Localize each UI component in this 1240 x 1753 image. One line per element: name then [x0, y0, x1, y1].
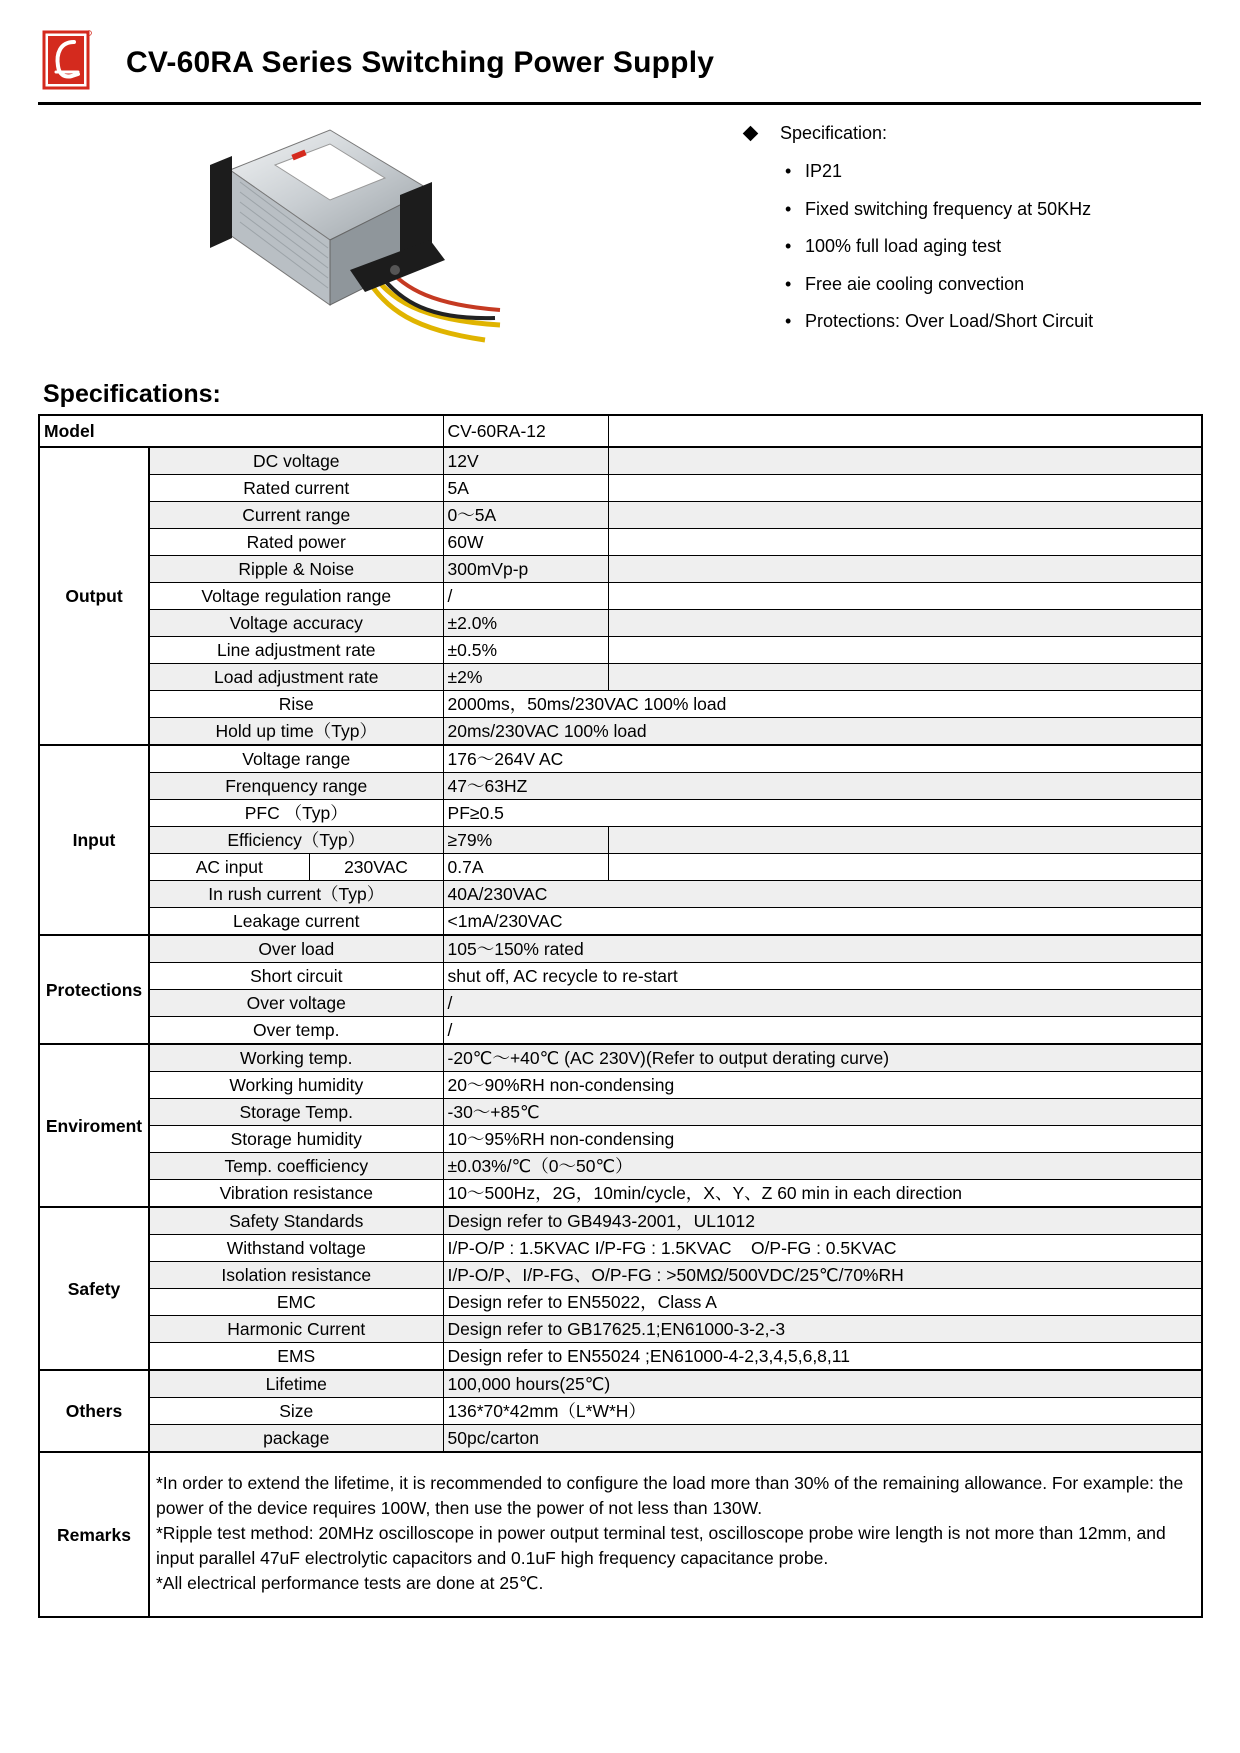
table-row — [39, 1370, 1202, 1398]
group-remarks: Remarks — [39, 1452, 149, 1617]
table-row — [39, 1044, 1202, 1072]
table-row — [39, 935, 1202, 963]
table-row — [39, 908, 1202, 936]
empty-cell — [608, 415, 1202, 447]
row-label: Size — [149, 1398, 443, 1425]
feature-item: • IP21 — [785, 158, 1093, 196]
row-value: PF≥0.5 — [443, 800, 1202, 827]
empty-cell — [608, 447, 1202, 475]
row-value: 20～90%RH non-condensing — [443, 1072, 1202, 1099]
table-row — [39, 800, 1202, 827]
row-value: ±0.03%/℃（0～50℃） — [443, 1153, 1202, 1180]
row-value: / — [443, 583, 608, 610]
brand-logo — [42, 30, 92, 94]
row-label: DC voltage — [149, 447, 443, 475]
row-label: In rush current（Typ） — [149, 881, 443, 908]
table-row — [39, 718, 1202, 746]
row-value: 40A/230VAC — [443, 881, 1202, 908]
remarks-text — [149, 1452, 1202, 1617]
row-value: Design refer to GB4943-2001，UL1012 — [443, 1207, 1202, 1235]
feature-heading — [745, 120, 1093, 146]
row-label: Voltage accuracy — [149, 610, 443, 637]
table-row — [39, 1207, 1202, 1235]
table-row — [39, 1398, 1202, 1425]
empty-cell — [608, 475, 1202, 502]
feature-item: • Fixed switching frequency at 50KHz — [785, 196, 1093, 234]
row-value: / — [443, 1017, 1202, 1045]
row-label: EMC — [149, 1289, 443, 1316]
row-label: Hold up time（Typ） — [149, 718, 443, 746]
row-label: AC input — [149, 854, 309, 881]
row-label: EMS — [149, 1343, 443, 1371]
row-value: -20℃～+40℃ (AC 230V)(Refer to output derating curve) — [443, 1044, 1202, 1072]
row-value: 10～500Hz，2G，10min/cycle，X、Y、Z 60 min in each direction — [443, 1180, 1202, 1208]
feature-item: • 100% full load aging test — [785, 233, 1093, 271]
row-sublabel: 230VAC — [309, 854, 443, 881]
row-label: Storage Temp. — [149, 1099, 443, 1126]
table-row — [39, 1343, 1202, 1371]
table-row — [39, 502, 1202, 529]
table-row — [39, 447, 1202, 475]
title-divider — [38, 102, 1201, 105]
table-row — [39, 1072, 1202, 1099]
group-protections: Protections — [39, 935, 149, 1044]
row-value: 20ms/230VAC 100% load — [443, 718, 1202, 746]
row-label: Ripple & Noise — [149, 556, 443, 583]
row-value: 0～5A — [443, 502, 608, 529]
table-row — [39, 691, 1202, 718]
empty-cell — [608, 854, 1202, 881]
empty-cell — [608, 529, 1202, 556]
row-value: / — [443, 990, 1202, 1017]
row-value: 100,000 hours(25℃) — [443, 1370, 1202, 1398]
specifications-heading: Specifications: — [43, 380, 221, 408]
group-input: Input — [39, 745, 149, 935]
specifications-table — [38, 414, 1203, 1618]
row-value: I/P-O/P : 1.5KVAC I/P-FG : 1.5KVAC O/P-FG : 0.5KVAC — [443, 1235, 1202, 1262]
row-value: ±2% — [443, 664, 608, 691]
row-label: Working humidity — [149, 1072, 443, 1099]
row-value: 136*70*42mm（L*W*H） — [443, 1398, 1202, 1425]
table-row — [39, 1099, 1202, 1126]
row-value: 10～95%RH non-condensing — [443, 1126, 1202, 1153]
row-label: Working temp. — [149, 1044, 443, 1072]
empty-cell — [608, 556, 1202, 583]
table-row — [39, 1017, 1202, 1045]
table-row — [39, 1316, 1202, 1343]
row-label: Leakage current — [149, 908, 443, 936]
empty-cell — [608, 610, 1202, 637]
row-label: Over voltage — [149, 990, 443, 1017]
row-value: 47～63HZ — [443, 773, 1202, 800]
empty-cell — [608, 664, 1202, 691]
row-value: -30～+85℃ — [443, 1099, 1202, 1126]
product-image — [200, 120, 520, 360]
row-value: ≥79% — [443, 827, 608, 854]
row-value: 0.7A — [443, 854, 608, 881]
table-row — [39, 1126, 1202, 1153]
row-label: Frenquency range — [149, 773, 443, 800]
table-row — [39, 1289, 1202, 1316]
empty-cell — [608, 583, 1202, 610]
row-value: Design refer to EN55022，Class A — [443, 1289, 1202, 1316]
model-label: Model — [39, 415, 443, 447]
table-row — [39, 583, 1202, 610]
row-label: Storage humidity — [149, 1126, 443, 1153]
model-row — [39, 415, 1202, 447]
row-label: Line adjustment rate — [149, 637, 443, 664]
row-value: 12V — [443, 447, 608, 475]
feature-list — [745, 120, 1093, 346]
row-label: Voltage range — [149, 745, 443, 773]
row-value: <1mA/230VAC — [443, 908, 1202, 936]
row-value: 2000ms，50ms/230VAC 100% load — [443, 691, 1202, 718]
row-label: Rise — [149, 691, 443, 718]
row-label: Lifetime — [149, 1370, 443, 1398]
row-value: ±2.0% — [443, 610, 608, 637]
table-row — [39, 1235, 1202, 1262]
row-value: Design refer to EN55024 ;EN61000-4-2,3,4,5,6,8,11 — [443, 1343, 1202, 1371]
row-label: Vibration resistance — [149, 1180, 443, 1208]
row-value: 60W — [443, 529, 608, 556]
row-label: PFC （Typ） — [149, 800, 443, 827]
table-row — [39, 1180, 1202, 1208]
table-row — [39, 990, 1202, 1017]
page-title: CV-60RA Series Switching Power Supply — [126, 46, 715, 79]
diamond-bullet-icon — [743, 126, 759, 142]
row-label: Short circuit — [149, 963, 443, 990]
table-row — [39, 963, 1202, 990]
group-others: Others — [39, 1370, 149, 1452]
feature-items — [745, 158, 1093, 346]
row-label: Temp. coefficiency — [149, 1153, 443, 1180]
row-value: 300mVp-p — [443, 556, 608, 583]
row-label: Isolation resistance — [149, 1262, 443, 1289]
empty-cell — [608, 637, 1202, 664]
row-label: package — [149, 1425, 443, 1453]
table-row — [39, 854, 1202, 881]
feature-heading-label: Specification: — [780, 123, 888, 143]
table-row — [39, 610, 1202, 637]
empty-cell — [608, 827, 1202, 854]
row-label: Safety Standards — [149, 1207, 443, 1235]
row-label: Efficiency（Typ） — [149, 827, 443, 854]
table-row — [39, 827, 1202, 854]
remark-line: *Ripple test method: 20MHz oscilloscope in power output terminal test, oscilloscope probe wire length is not more than 12mm, and input parallel 47uF electrolytic capacitors and 0.1uF high frequency capacitance probe. — [156, 1523, 1166, 1568]
table-row — [39, 1153, 1202, 1180]
row-label: Withstand voltage — [149, 1235, 443, 1262]
row-value: 50pc/carton — [443, 1425, 1202, 1453]
remarks-row — [39, 1452, 1202, 1617]
model-value: CV-60RA-12 — [443, 415, 608, 447]
table-row — [39, 529, 1202, 556]
table-row — [39, 1425, 1202, 1453]
row-label: Voltage regulation range — [149, 583, 443, 610]
table-row — [39, 1262, 1202, 1289]
table-row — [39, 773, 1202, 800]
table-row — [39, 475, 1202, 502]
row-value: Design refer to GB17625.1;EN61000-3-2,-3 — [443, 1316, 1202, 1343]
table-row — [39, 881, 1202, 908]
table-row — [39, 664, 1202, 691]
row-label: Over temp. — [149, 1017, 443, 1045]
row-label: Over load — [149, 935, 443, 963]
row-value: 105～150% rated — [443, 935, 1202, 963]
group-safety: Safety — [39, 1207, 149, 1370]
row-label: Load adjustment rate — [149, 664, 443, 691]
table-row — [39, 637, 1202, 664]
row-value: 5A — [443, 475, 608, 502]
feature-item: • Protections: Over Load/Short Circuit — [785, 308, 1093, 346]
table-row — [39, 745, 1202, 773]
row-value: 176～264V AC — [443, 745, 1202, 773]
row-value: shut off, AC recycle to re-start — [443, 963, 1202, 990]
row-value: ±0.5% — [443, 637, 608, 664]
row-label: Rated power — [149, 529, 443, 556]
remark-line: *In order to extend the lifetime, it is recommended to configure the load more than 30% of the remaining allowance. For example: the power of the device requires 100W, then use the power of not less than 130W. — [156, 1473, 1184, 1518]
group-environment: Enviroment — [39, 1044, 149, 1207]
row-label: Harmonic Current — [149, 1316, 443, 1343]
row-value: I/P-O/P、I/P-FG、O/P-FG : >50MΩ/500VDC/25℃/70%RH — [443, 1262, 1202, 1289]
feature-item: • Free aie cooling convection — [785, 271, 1093, 309]
row-label: Rated current — [149, 475, 443, 502]
row-label: Current range — [149, 502, 443, 529]
empty-cell — [608, 502, 1202, 529]
table-row — [39, 556, 1202, 583]
remark-line: *All electrical performance tests are done at 25℃. — [156, 1573, 544, 1593]
group-output: Output — [39, 447, 149, 745]
